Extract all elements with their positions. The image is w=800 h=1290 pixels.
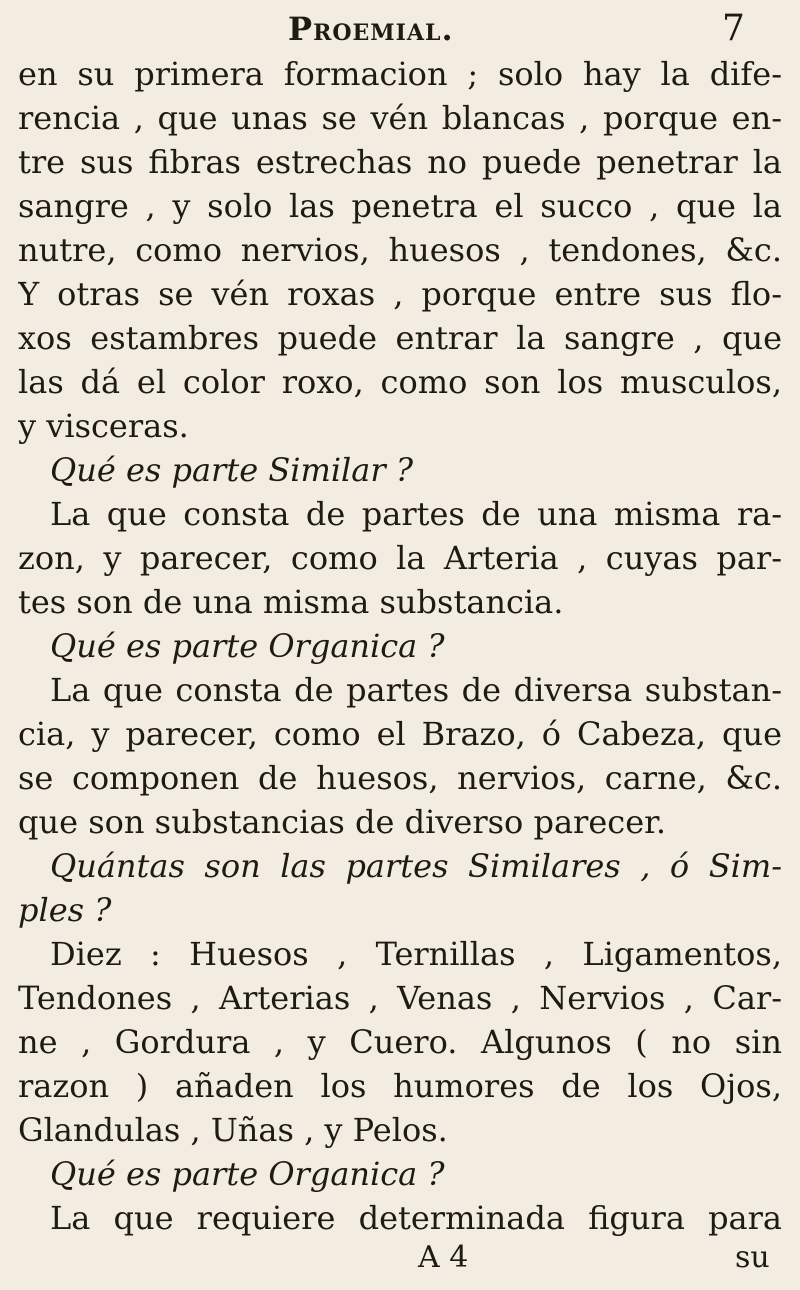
catchword: su: [735, 1240, 770, 1275]
text-line: xos estambres puede entrar la sangre , que: [18, 319, 782, 357]
text-line: ne , Gordura , y Cuero. Algunos ( no sin: [18, 1023, 782, 1061]
question-heading: Qué es parte Similar ?: [50, 451, 413, 489]
text-line: rencia , que unas se vén blancas , porque en-: [18, 99, 782, 137]
question-heading: ples ?: [18, 891, 112, 929]
text-line: que son substancias de diverso parecer.: [18, 803, 667, 841]
text-line: La que requiere determinada figura para: [50, 1199, 782, 1237]
text-line: La que consta de partes de una misma ra-: [50, 495, 782, 533]
signature-mark: A 4: [418, 1240, 469, 1275]
running-title: Proemial.: [288, 10, 454, 48]
text-line: Glandulas , Uñas , y Pelos.: [18, 1111, 448, 1149]
text-line: cia, y parecer, como el Brazo, ó Cabeza, que: [18, 715, 782, 753]
text-line: razon ) añaden los humores de los Ojos,: [18, 1067, 782, 1105]
page-header: [0, 8, 800, 54]
text-line: se componen de huesos, nervios, carne, &c.: [18, 759, 782, 797]
question-heading: Quántas son las partes Similares , ó Sim-: [50, 847, 782, 885]
text-line: La que consta de partes de diversa substan-: [50, 671, 782, 709]
question-heading: Qué es parte Organica ?: [50, 627, 445, 665]
text-line: Diez : Huesos , Ternillas , Ligamentos,: [50, 935, 782, 973]
text-line: sangre , y solo las penetra el succo , que la: [18, 187, 782, 225]
question-heading: Qué es parte Organica ?: [50, 1155, 445, 1193]
text-line: zon, y parecer, como la Arteria , cuyas par-: [18, 539, 782, 577]
text-line: Y otras se vén roxas , porque entre sus flo-: [18, 275, 782, 313]
text-line: las dá el color roxo, como son los musculos,: [18, 363, 782, 401]
text-line: tre sus fibras estrechas no puede penetrar la: [18, 143, 782, 181]
text-line: y visceras.: [18, 407, 189, 445]
text-line: nutre, como nervios, huesos , tendones, &c.: [18, 231, 782, 269]
page-number: 7: [722, 8, 745, 49]
text-line: tes son de una misma substancia.: [18, 583, 564, 621]
text-line: Tendones , Arterias , Venas , Nervios , Car-: [18, 979, 782, 1017]
text-line: en su primera formacion ; solo hay la dife-: [18, 55, 782, 93]
